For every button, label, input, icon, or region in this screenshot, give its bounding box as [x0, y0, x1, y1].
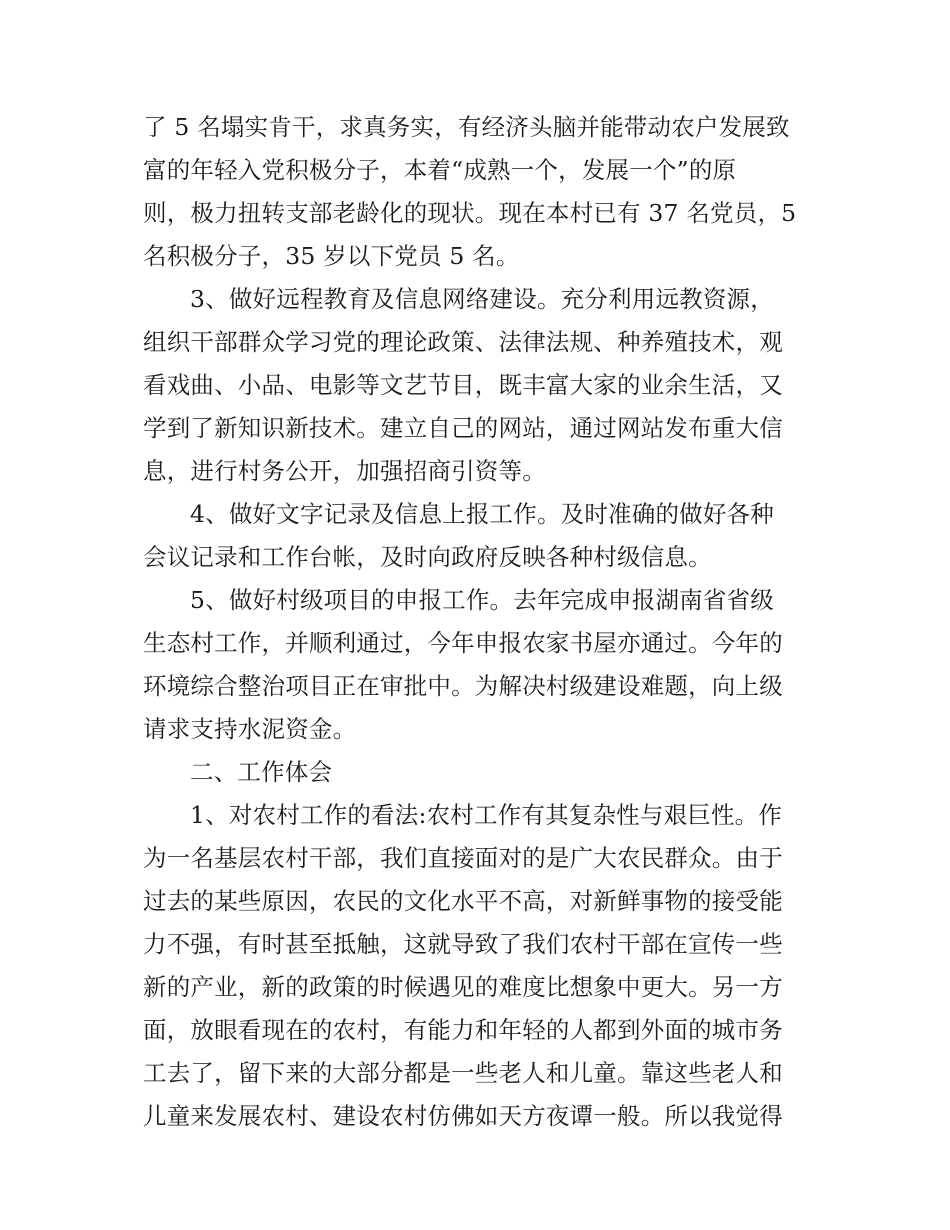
text-line: 看戏曲、小品、电影等文艺节目，既丰富大家的业余生活，又 — [143, 371, 783, 399]
text-line: 环境综合整治项目正在审批中。为解决村级建设难题，向上级 — [143, 672, 783, 700]
text-line: 为一名基层农村干部，我们直接面对的是广大农民群众。由于 — [143, 844, 783, 872]
section-heading: 二、工作体会 — [190, 758, 333, 786]
text-line: 生态村工作，并顺利通过，今年申报农家书屋亦通过。今年的 — [143, 629, 783, 657]
text-line: 新的产业，新的政策的时候遇见的难度比想象中更大。另一方 — [143, 973, 783, 1001]
text-line: 工去了，留下来的大部分都是一些老人和儿童。靠这些老人和 — [143, 1059, 783, 1087]
text-line: 4、做好文字记录及信息上报工作。及时准确的做好各种 — [190, 500, 774, 528]
text-line: 富的年轻入党积极分子，本着“成熟一个，发展一个”的原 — [143, 156, 737, 184]
paragraph-project-application — [143, 579, 813, 751]
paragraph-party-members — [143, 106, 813, 278]
text-line: 名积极分子，35 岁以下党员 5 名。 — [143, 242, 520, 270]
text-line: 会议记录和工作台帐，及时向政府反映各种村级信息。 — [143, 543, 712, 571]
text-line: 息，进行村务公开，加强招商引资等。 — [143, 457, 546, 485]
section-heading-work-experience — [143, 751, 813, 794]
text-line: 则，极力扭转支部老龄化的现状。现在本村已有 37 名党员，5 — [143, 199, 797, 227]
text-line: 过去的某些原因，农民的文化水平不高，对新鲜事物的接受能 — [143, 887, 783, 915]
text-line: 3、做好远程教育及信息网络建设。充分利用远教资源， — [190, 285, 774, 313]
document-body — [143, 106, 813, 1138]
paragraph-rural-work-views — [143, 794, 813, 1138]
text-line: 儿童来发展农村、建设农村仿佛如天方夜谭一般。所以我觉得 — [143, 1102, 783, 1130]
text-line: 面，放眼看现在的农村，有能力和年轻的人都到外面的城市务 — [143, 1016, 783, 1044]
text-line: 组织干部群众学习党的理论政策、法律法规、种养殖技术，观 — [143, 328, 783, 356]
text-line: 1、对农村工作的看法:农村工作有其复杂性与艰巨性。作 — [190, 801, 783, 829]
paragraph-remote-education — [143, 278, 813, 493]
text-line: 学到了新知识新技术。建立自己的网站，通过网站发布重大信 — [143, 414, 783, 442]
text-line: 请求支持水泥资金。 — [143, 715, 357, 743]
text-line: 了 5 名塌实肯干，求真务实，有经济头脑并能带动农户发展致 — [143, 113, 790, 141]
paragraph-records-reporting — [143, 493, 813, 579]
text-line: 力不强，有时甚至抵触，这就导致了我们农村干部在宣传一些 — [143, 930, 783, 958]
text-line: 5、做好村级项目的申报工作。去年完成申报湖南省省级 — [190, 586, 774, 614]
